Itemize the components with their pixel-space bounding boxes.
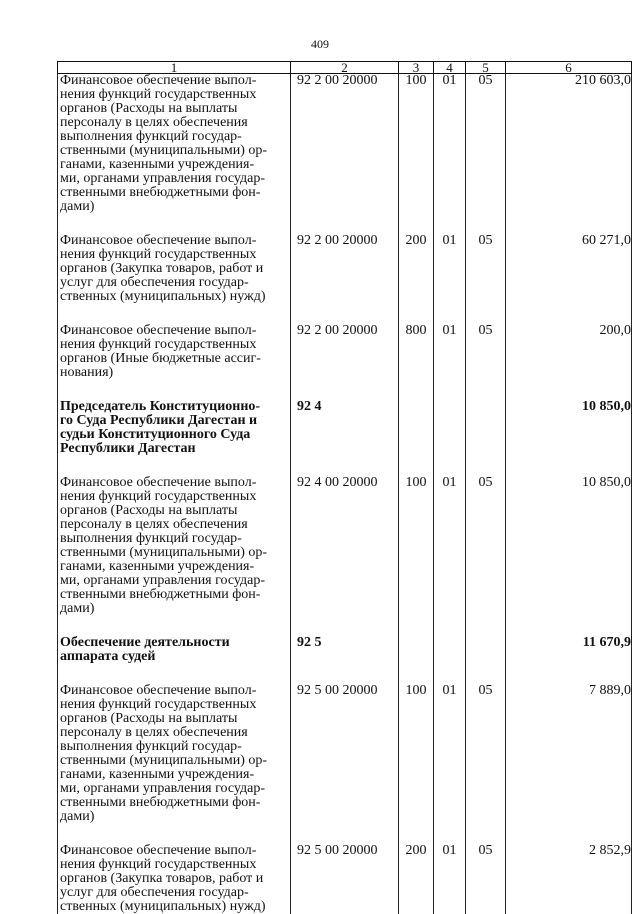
cell-col4: 01 [434,844,466,914]
cell-col5 [466,400,506,476]
cell-col4 [434,400,466,476]
cell-col3 [399,636,434,684]
cell-name-line: ганами, казенными учреждения- [60,768,286,782]
cell-name-line: нования) [60,366,286,380]
table-row [58,324,632,400]
table-row-section [58,400,632,476]
cell-name-line: выполнения функций государ- [60,532,286,546]
cell-name-line: органов (Закупка товаров, работ и [60,872,286,886]
cell-name-line: судьи Конституционного Суда [60,428,286,442]
table-body [58,74,632,914]
cell-name-line: органов (Иные бюджетные ассиг- [60,352,286,366]
cell-name-line: выполнения функций государ- [60,130,286,144]
cell-name-line: персоналу в целях обеспечения [60,518,286,532]
cell-name-line: Обеспечение деятельности [60,636,286,650]
cell-col3 [399,400,434,476]
cell-name-line: ственными внебюджетными фон- [60,588,286,602]
cell-name-line: го Суда Республики Дагестан и [60,414,286,428]
cell-name [58,844,291,914]
cell-name-line: нения функций государственных [60,698,286,712]
cell-col3: 200 [399,234,434,324]
table-row [58,234,632,324]
cell-name [58,400,291,476]
cell-name-line: персоналу в целях обеспечения [60,726,286,740]
cell-name-line: Финансовое обеспечение выпол- [60,684,286,698]
cell-amount: 60 271,0 [506,234,632,324]
budget-table [57,61,632,914]
cell-name-line: нения функций государственных [60,88,286,102]
cell-code: 92 5 00 20000 [291,684,399,844]
cell-col3: 800 [399,324,434,400]
cell-code: 92 2 00 20000 [291,324,399,400]
table-row [58,684,632,844]
cell-name-line: ми, органами управления государ- [60,172,286,186]
cell-name-line: нения функций государственных [60,248,286,262]
cell-col3: 100 [399,74,434,235]
column-header: 2 [291,62,399,74]
cell-name-line: Председатель Конституционно- [60,400,286,414]
cell-col5: 05 [466,844,506,914]
cell-col5: 05 [466,684,506,844]
cell-code: 92 5 00 20000 [291,844,399,914]
cell-name-line: нения функций государственных [60,858,286,872]
cell-col3: 200 [399,844,434,914]
cell-amount: 11 670,9 [506,636,632,684]
cell-code: 92 5 [291,636,399,684]
table-row [58,74,632,235]
cell-amount: 10 850,0 [506,476,632,636]
column-header: 5 [466,62,506,74]
cell-name-line: ми, органами управления государ- [60,574,286,588]
cell-name-line: органов (Закупка товаров, работ и [60,262,286,276]
cell-name-line: ственными (муниципальными) ор- [60,754,286,768]
cell-code: 92 4 00 20000 [291,476,399,636]
cell-name-line: ственных (муниципальных) нужд) [60,290,286,304]
cell-code: 92 4 [291,400,399,476]
column-header: 1 [58,62,291,74]
cell-name-line: органов (Расходы на выплаты [60,102,286,116]
table-header-row [58,62,632,74]
table-row [58,476,632,636]
page-number: 409 [0,37,640,52]
cell-name [58,74,291,235]
cell-name-line: дами) [60,200,286,214]
cell-name-line: нения функций государственных [60,490,286,504]
cell-name-line: ганами, казенными учреждения- [60,158,286,172]
cell-col5 [466,636,506,684]
cell-name-line: ственными (муниципальными) ор- [60,144,286,158]
cell-name-line: ственных (муниципальных) нужд) [60,900,286,914]
cell-amount: 10 850,0 [506,400,632,476]
column-header: 6 [506,62,632,74]
cell-name-line: ганами, казенными учреждения- [60,560,286,574]
cell-amount: 210 603,0 [506,74,632,235]
cell-name-line: аппарата судей [60,650,286,664]
cell-name-line: нения функций государственных [60,338,286,352]
table-row [58,844,632,914]
column-header: 4 [434,62,466,74]
cell-code: 92 2 00 20000 [291,234,399,324]
column-header: 3 [399,62,434,74]
cell-name-line: Республики Дагестан [60,442,286,456]
cell-col4: 01 [434,324,466,400]
cell-name [58,684,291,844]
cell-name-line: персоналу в целях обеспечения [60,116,286,130]
cell-name-line: Финансовое обеспечение выпол- [60,234,286,248]
table-row-section [58,636,632,684]
cell-name-line: Финансовое обеспечение выпол- [60,476,286,490]
cell-amount: 7 889,0 [506,684,632,844]
cell-name-line: ственными внебюджетными фон- [60,796,286,810]
cell-amount: 2 852,9 [506,844,632,914]
cell-name-line: органов (Расходы на выплаты [60,712,286,726]
cell-name-line: Финансовое обеспечение выпол- [60,324,286,338]
cell-name-line: услуг для обеспечения государ- [60,276,286,290]
cell-name-line: ми, органами управления государ- [60,782,286,796]
cell-col3: 100 [399,476,434,636]
cell-col5: 05 [466,476,506,636]
cell-col5: 05 [466,324,506,400]
cell-col5: 05 [466,74,506,235]
cell-name [58,476,291,636]
cell-col5: 05 [466,234,506,324]
cell-name [58,234,291,324]
cell-name-line: дами) [60,602,286,616]
cell-name-line: выполнения функций государ- [60,740,286,754]
cell-name-line: Финансовое обеспечение выпол- [60,844,286,858]
cell-name-line: дами) [60,810,286,824]
cell-col3: 100 [399,684,434,844]
cell-col4: 01 [434,74,466,235]
cell-name-line: ственными (муниципальными) ор- [60,546,286,560]
cell-col4: 01 [434,234,466,324]
cell-name-line: органов (Расходы на выплаты [60,504,286,518]
cell-col4: 01 [434,476,466,636]
cell-code: 92 2 00 20000 [291,74,399,235]
cell-col4: 01 [434,684,466,844]
cell-col4 [434,636,466,684]
cell-name-line: услуг для обеспечения государ- [60,886,286,900]
cell-amount: 200,0 [506,324,632,400]
cell-name-line: Финансовое обеспечение выпол- [60,74,286,88]
cell-name [58,636,291,684]
cell-name-line: ственными внебюджетными фон- [60,186,286,200]
cell-name [58,324,291,400]
